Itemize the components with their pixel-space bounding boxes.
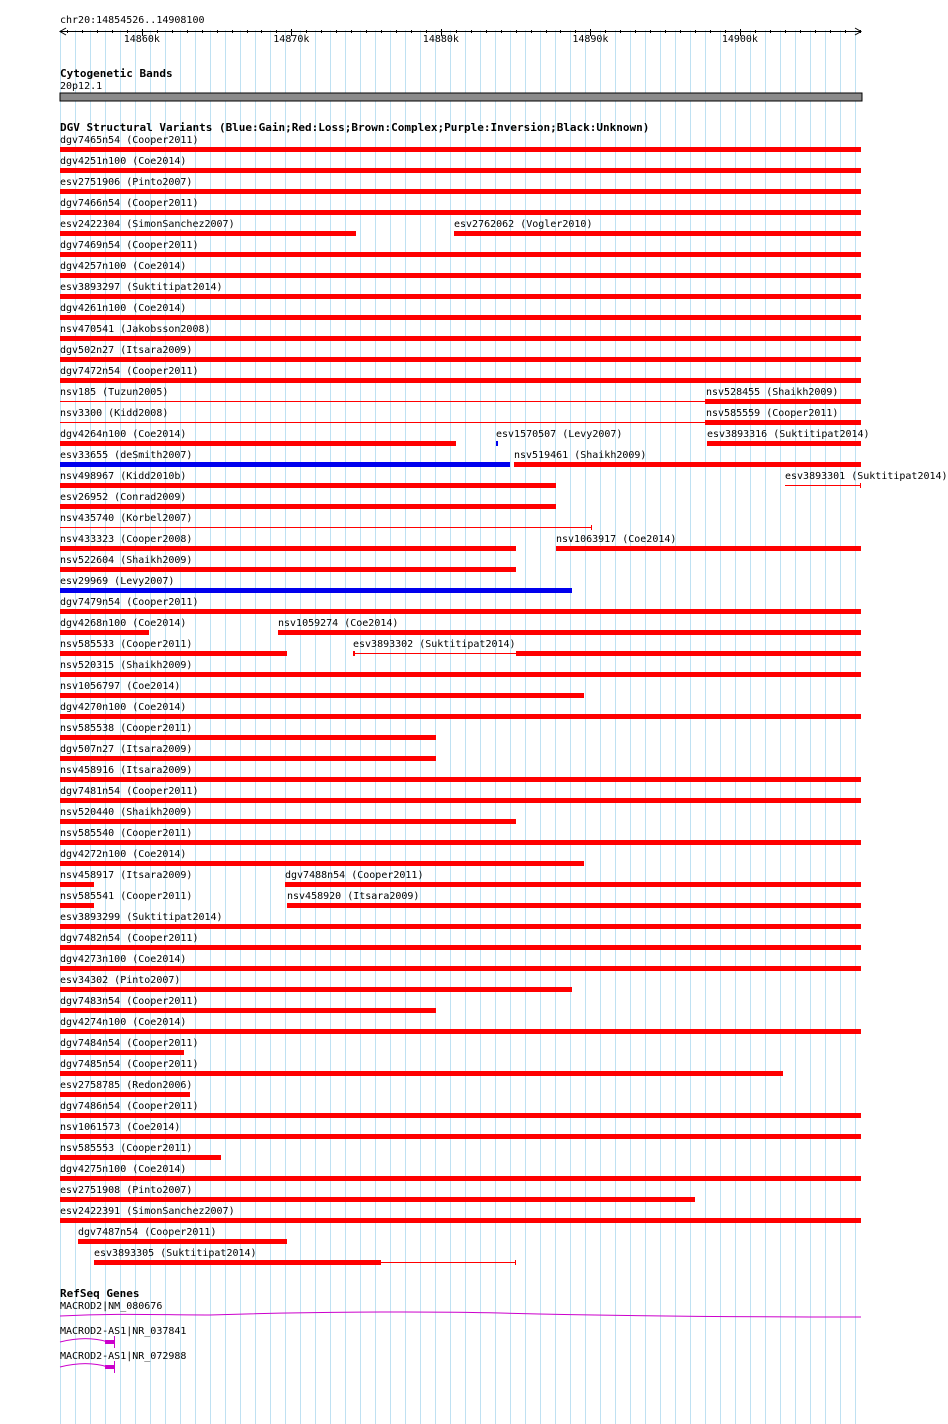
cytoband-track-title: Cytogenetic Bands xyxy=(60,67,173,80)
dgv-feature-bar xyxy=(514,462,861,467)
dgv-feature-label[interactable]: esv34302 (Pinto2007) xyxy=(60,975,181,986)
dgv-feature-bar xyxy=(60,462,510,467)
dgv-feature-bar xyxy=(60,168,861,173)
dgv-feature-bar xyxy=(60,714,861,719)
gene-macrod2-as1-intron xyxy=(60,1339,108,1342)
dgv-feature-label[interactable]: nsv585538 (Cooper2011) xyxy=(60,723,193,734)
gene-macrod2-line xyxy=(60,1312,861,1317)
dgv-feature-label[interactable]: esv2762062 (Vogler2010) xyxy=(454,219,593,230)
dgv-feature-label[interactable]: dgv507n27 (Itsara2009) xyxy=(60,744,193,755)
dgv-feature-label[interactable]: esv26952 (Conrad2009) xyxy=(60,492,187,503)
dgv-feature-label[interactable]: nsv585559 (Cooper2011) xyxy=(706,408,839,419)
dgv-feature-bar xyxy=(60,189,861,194)
dgv-feature-label[interactable]: nsv520315 (Shaikh2009) xyxy=(60,660,193,671)
dgv-feature-label[interactable]: dgv7484n54 (Cooper2011) xyxy=(60,1038,199,1049)
dgv-feature-label[interactable]: dgv4264n100 (Coe2014) xyxy=(60,429,187,440)
dgv-feature-bar xyxy=(60,231,356,236)
dgv-feature-label[interactable]: dgv4270n100 (Coe2014) xyxy=(60,702,187,713)
dgv-feature-bar xyxy=(60,1155,221,1160)
dgv-feature-bar xyxy=(60,1050,184,1055)
dgv-feature-label[interactable]: nsv1061573 (Coe2014) xyxy=(60,1122,181,1133)
dgv-feature-bar xyxy=(516,651,861,656)
dgv-feature-label[interactable]: dgv4272n100 (Coe2014) xyxy=(60,849,187,860)
dgv-feature-bar xyxy=(60,504,556,509)
dgv-feature-bar xyxy=(60,273,861,278)
dgv-feature-bar xyxy=(78,1239,287,1244)
dgv-feature-label[interactable]: esv3893297 (Suktitipat2014) xyxy=(60,282,223,293)
dgv-feature-bar xyxy=(60,1134,861,1139)
dgv-feature-label[interactable]: esv2751906 (Pinto2007) xyxy=(60,177,193,188)
dgv-feature-bar xyxy=(60,966,861,971)
dgv-feature-label[interactable]: dgv7488n54 (Cooper2011) xyxy=(285,870,424,881)
dgv-feature-label[interactable]: nsv458916 (Itsara2009) xyxy=(60,765,193,776)
dgv-feature-bar xyxy=(278,630,861,635)
dgv-feature-bar xyxy=(60,903,94,908)
dgv-feature-label[interactable]: esv33655 (deSmith2007) xyxy=(60,450,193,461)
dgv-feature-bar xyxy=(60,336,861,341)
dgv-feature-bar xyxy=(60,630,149,635)
dgv-feature-bar xyxy=(285,882,861,887)
dgv-feature-bar xyxy=(60,1113,861,1118)
dgv-feature-bar xyxy=(556,546,861,551)
dgv-feature-label[interactable]: dgv7469n54 (Cooper2011) xyxy=(60,240,199,251)
dgv-feature-label[interactable]: esv3893316 (Suktitipat2014) xyxy=(707,429,870,440)
dgv-feature-label[interactable]: esv2758785 (Redon2006) xyxy=(60,1080,193,1091)
dgv-feature-label[interactable]: nsv458917 (Itsara2009) xyxy=(60,870,193,881)
dgv-feature-label[interactable]: dgv4273n100 (Coe2014) xyxy=(60,954,187,965)
dgv-feature-label[interactable]: nsv1059274 (Coe2014) xyxy=(278,618,399,629)
gene-label-macrod2-as1-nr072988[interactable]: MACROD2-AS1|NR_072988 xyxy=(60,1351,187,1362)
dgv-feature-label[interactable]: nsv520440 (Shaikh2009) xyxy=(60,807,193,818)
ruler-tick-label: 14860k xyxy=(123,34,160,45)
dgv-feature-label[interactable]: dgv7487n54 (Cooper2011) xyxy=(78,1227,217,1238)
dgv-feature-label[interactable]: dgv7482n54 (Cooper2011) xyxy=(60,933,199,944)
gene-macrod2-as1-exon xyxy=(105,1340,114,1344)
dgv-feature-bar xyxy=(60,924,861,929)
dgv-feature-label[interactable]: esv3893301 (Suktitipat2014) xyxy=(785,471,948,482)
dgv-feature-label[interactable]: dgv7472n54 (Cooper2011) xyxy=(60,366,199,377)
dgv-track-title: DGV Structural Variants (Blue:Gain;Red:Loss;Brown:Complex;Purple:Inversion;Black:Unknown) xyxy=(60,121,650,134)
dgv-feature-bar xyxy=(60,945,861,950)
position-readout: chr20:14854526..14908100 xyxy=(60,15,205,26)
dgv-feature-label[interactable]: nsv470541 (Jakobsson2008) xyxy=(60,324,211,335)
dgv-feature-label[interactable]: esv3893305 (Suktitipat2014) xyxy=(94,1248,257,1259)
dgv-feature-label[interactable]: dgv4261n100 (Coe2014) xyxy=(60,303,187,314)
dgv-feature-bar xyxy=(707,441,861,446)
dgv-feature-bar xyxy=(60,1071,783,1076)
dgv-feature-label[interactable]: dgv4274n100 (Coe2014) xyxy=(60,1017,187,1028)
dgv-feature-label[interactable]: dgv4268n100 (Coe2014) xyxy=(60,618,187,629)
dgv-feature-bar xyxy=(60,735,436,740)
dgv-feature-label[interactable]: nsv585541 (Cooper2011) xyxy=(60,891,193,902)
dgv-feature-bar xyxy=(60,777,861,782)
ruler-tick-label: 14900k xyxy=(721,34,758,45)
dgv-feature-bar xyxy=(454,231,861,236)
dgv-feature-label[interactable]: esv1570507 (Levy2007) xyxy=(496,429,623,440)
dgv-feature-bar xyxy=(60,378,861,383)
dgv-feature-bar xyxy=(60,651,287,656)
dgv-feature-label[interactable]: nsv585540 (Cooper2011) xyxy=(60,828,193,839)
dgv-feature-label[interactable]: dgv7486n54 (Cooper2011) xyxy=(60,1101,199,1112)
dgv-feature-bar xyxy=(496,441,498,446)
dgv-feature-label[interactable]: nsv585553 (Cooper2011) xyxy=(60,1143,193,1154)
dgv-feature-bar xyxy=(60,210,861,215)
dgv-feature-bar xyxy=(60,252,861,257)
dgv-feature-bar xyxy=(60,588,572,593)
dgv-feature-label[interactable]: esv2422304 (SimonSanchez2007) xyxy=(60,219,235,230)
dgv-feature-bar xyxy=(60,546,516,551)
dgv-feature-label[interactable]: dgv7483n54 (Cooper2011) xyxy=(60,996,199,1007)
dgv-feature-bar xyxy=(60,483,556,488)
dgv-feature-label[interactable]: nsv185 (Tuzun2005) xyxy=(60,387,169,398)
dgv-feature-bar xyxy=(60,987,572,992)
dgv-feature-bar xyxy=(60,840,861,845)
dgv-feature-bar xyxy=(60,1176,861,1181)
dgv-feature-label[interactable]: dgv7465n54 (Cooper2011) xyxy=(60,135,199,146)
dgv-feature-bar xyxy=(60,1029,861,1034)
gene-label-macrod2-as1-nr037841[interactable]: MACROD2-AS1|NR_037841 xyxy=(60,1326,187,1337)
cytoband-label: 20p12.1 xyxy=(60,81,103,92)
dgv-feature-bar xyxy=(60,861,584,866)
dgv-feature-bar xyxy=(287,903,861,908)
dgv-feature-label[interactable]: nsv585533 (Cooper2011) xyxy=(60,639,193,650)
dgv-feature-label[interactable]: dgv7466n54 (Cooper2011) xyxy=(60,198,199,209)
dgv-feature-label[interactable]: nsv435740 (Korbel2007) xyxy=(60,513,193,524)
gene-label-macrod2[interactable]: MACROD2|NM_080676 xyxy=(60,1301,163,1312)
dgv-feature-label[interactable]: esv2422391 (SimonSanchez2007) xyxy=(60,1206,235,1217)
dgv-feature-label[interactable]: dgv7479n54 (Cooper2011) xyxy=(60,597,199,608)
dgv-feature-bar xyxy=(60,819,516,824)
dgv-feature-bar xyxy=(60,672,861,677)
dgv-feature-bar xyxy=(60,147,861,152)
dgv-feature-label[interactable]: nsv433323 (Cooper2008) xyxy=(60,534,193,545)
dgv-feature-bar xyxy=(60,294,861,299)
dgv-feature-bar xyxy=(60,693,584,698)
dgv-feature-bar xyxy=(60,756,436,761)
cytoband-bar xyxy=(60,93,862,101)
dgv-feature-label[interactable]: dgv502n27 (Itsara2009) xyxy=(60,345,193,356)
dgv-feature-bar xyxy=(60,441,456,446)
dgv-feature-label[interactable]: dgv4275n100 (Coe2014) xyxy=(60,1164,187,1175)
dgv-feature-label[interactable]: dgv7485n54 (Cooper2011) xyxy=(60,1059,199,1070)
dgv-feature-label[interactable]: nsv528455 (Shaikh2009) xyxy=(706,387,839,398)
dgv-feature-label[interactable]: nsv1063917 (Coe2014) xyxy=(556,534,677,545)
dgv-feature-label[interactable]: nsv1056797 (Coe2014) xyxy=(60,681,181,692)
dgv-feature-bar xyxy=(60,315,861,320)
dgv-feature-bar xyxy=(706,420,861,425)
ruler-tick-label: 14880k xyxy=(422,34,459,45)
dgv-feature-bar xyxy=(60,1008,436,1013)
dgv-feature-label[interactable]: nsv498967 (Kidd2010b) xyxy=(60,471,187,482)
dgv-feature-label[interactable]: esv3893299 (Suktitipat2014) xyxy=(60,912,223,923)
dgv-feature-bar xyxy=(706,399,861,404)
dgv-feature-label[interactable]: nsv458920 (Itsara2009) xyxy=(287,891,420,902)
dgv-feature-bar xyxy=(60,1092,190,1097)
gene-macrod2-as1-2-intron xyxy=(60,1364,108,1367)
ruler-tick-label: 14870k xyxy=(273,34,310,45)
dgv-feature-bar xyxy=(60,1218,861,1223)
dgv-feature-label[interactable]: dgv4251n100 (Coe2014) xyxy=(60,156,187,167)
dgv-feature-label[interactable]: dgv7481n54 (Cooper2011) xyxy=(60,786,199,797)
dgv-feature-bar xyxy=(60,357,861,362)
dgv-feature-bar xyxy=(60,882,94,887)
dgv-feature-bar xyxy=(94,1260,381,1265)
dgv-feature-label[interactable]: nsv522604 (Shaikh2009) xyxy=(60,555,193,566)
dgv-feature-bar xyxy=(60,798,861,803)
dgv-feature-label[interactable]: esv3893302 (Suktitipat2014) xyxy=(353,639,516,650)
dgv-feature-label[interactable]: nsv3300 (Kidd2008) xyxy=(60,408,169,419)
ruler-tick-label: 14890k xyxy=(572,34,609,45)
dgv-feature-label[interactable]: nsv519461 (Shaikh2009) xyxy=(514,450,647,461)
gene-macrod2-as1-2-exon xyxy=(105,1365,114,1369)
dgv-feature-bar xyxy=(60,567,516,572)
dgv-feature-label[interactable]: esv29969 (Levy2007) xyxy=(60,576,175,587)
dgv-feature-label[interactable]: esv2751908 (Pinto2007) xyxy=(60,1185,193,1196)
dgv-feature-bar xyxy=(60,609,861,614)
dgv-feature-bar xyxy=(60,1197,695,1202)
dgv-feature-label[interactable]: dgv4257n100 (Coe2014) xyxy=(60,261,187,272)
refseq-track-title: RefSeq Genes xyxy=(60,1287,140,1300)
